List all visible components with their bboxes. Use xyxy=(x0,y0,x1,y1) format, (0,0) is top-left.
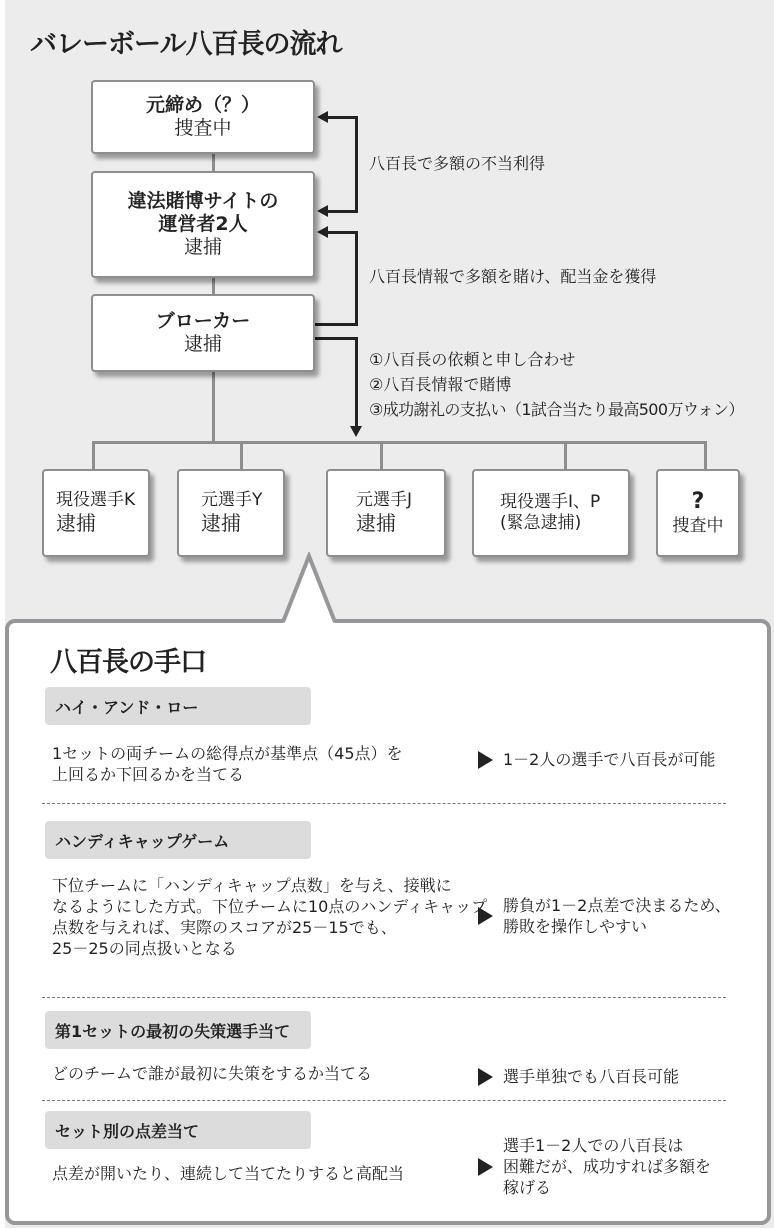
node-player-ip-status: (緊急逮捕) xyxy=(500,513,582,533)
connector-operators-broker xyxy=(212,277,215,295)
money-flow-line-1-vertical xyxy=(355,116,358,213)
divider xyxy=(42,997,726,998)
connector-player-3 xyxy=(380,441,383,469)
method-heading-point-spread: セット別の点差当て xyxy=(45,1111,311,1149)
description-line: 点数を与えれば、実際のスコアが25－15でも、 xyxy=(52,918,397,937)
arrow-left-icon xyxy=(317,205,328,217)
connector-player-1 xyxy=(92,441,95,469)
connector-player-2 xyxy=(240,441,243,469)
description-line: どのチームで誰が最初に失策をするか当てる xyxy=(52,1064,373,1083)
method-description-handicap xyxy=(52,875,487,959)
money-flow-line-2-bottom xyxy=(315,323,358,326)
method-result-handicap xyxy=(478,895,731,937)
node-player-unknown xyxy=(656,469,740,557)
node-operators-name-line2: 運営者2人 xyxy=(158,212,248,235)
note-instruction-2: ②八百長情報で賭博 xyxy=(369,375,512,394)
node-player-unknown-name: ? xyxy=(691,489,705,515)
result-text xyxy=(503,895,731,937)
node-player-y-name: 元選手Y xyxy=(201,490,263,511)
method-description-first-error xyxy=(52,1063,372,1084)
description-line: 25－25の同点扱いとなる xyxy=(52,939,237,958)
connector-horizontal-players xyxy=(92,441,707,444)
result-text xyxy=(503,1135,711,1198)
node-player-j-name: 元選手J xyxy=(356,490,413,511)
node-player-k-status: 逮捕 xyxy=(56,511,96,536)
node-broker-status: 逮捕 xyxy=(183,333,222,355)
arrow-down-icon xyxy=(350,426,362,437)
money-flow-line-1-bottom xyxy=(323,210,358,213)
description-line: なるようにした方式。下位チームに10点のハンディキャップ xyxy=(52,897,488,916)
connector-player-5 xyxy=(704,441,707,469)
node-player-unknown-status: 捜査中 xyxy=(672,516,724,537)
node-player-k-name: 現役選手K xyxy=(56,490,136,511)
note-betting-dividends: 八百長情報で多額を賭け、配当金を獲得 xyxy=(369,267,657,286)
method-result-high-low xyxy=(478,749,715,770)
result-line: 選手1－2人での八百長は xyxy=(503,1136,684,1155)
money-flow-line-1-top xyxy=(323,116,358,119)
node-player-j-status: 逮捕 xyxy=(356,511,396,536)
node-mastermind xyxy=(91,80,315,154)
money-flow-line-2-vertical xyxy=(355,231,358,326)
node-player-y xyxy=(177,469,285,557)
triangle-right-icon xyxy=(478,907,493,925)
method-description-point-spread xyxy=(52,1163,404,1184)
diagram-title: バレーボール八百長の流れ xyxy=(30,29,342,60)
description-line: 点差が開いたり、連続して当てたりすると高配当 xyxy=(52,1164,405,1183)
methods-title: 八百長の手口 xyxy=(50,647,206,678)
result-line: 稼げる xyxy=(503,1178,552,1197)
result-text: 選手単独でも八百長可能 xyxy=(503,1067,680,1086)
money-flow-line-2-top xyxy=(323,231,358,234)
description-line: 上回るか下回るかを当てる xyxy=(52,765,245,784)
result-line: 困難だが、成功すれば多額を xyxy=(503,1157,712,1176)
instruction-line-top xyxy=(315,337,358,340)
node-player-y-status: 逮捕 xyxy=(201,511,241,536)
node-broker xyxy=(91,294,315,372)
description-line: 下位チームに「ハンディキャップ点数」を与え、接戦に xyxy=(52,876,452,895)
node-operators xyxy=(91,171,315,278)
node-mastermind-name: 元締め（？） xyxy=(145,93,260,116)
description-line: 1セットの両チームの総得点が基準点（45点）を xyxy=(52,744,403,763)
node-operators-status: 逮捕 xyxy=(183,236,222,259)
node-player-k xyxy=(42,469,150,557)
note-instruction-3: ③成功謝礼の支払い（1試合当たり最高500万ウォン） xyxy=(369,400,744,419)
note-unjust-profit: 八百長で多額の不当利得 xyxy=(369,154,546,173)
method-description-high-low xyxy=(52,743,403,785)
node-player-ip-name: 現役選手I、P xyxy=(500,492,601,513)
result-line: 勝負が1－2点差で決まるため、 xyxy=(503,896,731,915)
node-mastermind-status: 捜査中 xyxy=(174,117,232,139)
instruction-line-vertical xyxy=(355,337,358,427)
triangle-right-icon xyxy=(478,751,493,769)
connector-mastermind-operators xyxy=(212,153,215,171)
note-instruction-1: ①八百長の依頼と申し合わせ xyxy=(369,350,576,369)
method-result-first-error xyxy=(478,1066,679,1087)
method-heading-first-error: 第1セットの最初の失策選手当て xyxy=(45,1011,311,1049)
result-line: 勝敗を操作しやすい xyxy=(503,917,648,936)
divider xyxy=(42,803,726,804)
arrow-left-icon xyxy=(317,111,328,123)
node-operators-name-line1: 違法賭博サイトの xyxy=(127,189,279,212)
node-player-j xyxy=(326,469,446,557)
arrow-left-icon xyxy=(317,226,328,238)
node-broker-name: ブローカー xyxy=(155,309,251,332)
connector-player-4 xyxy=(564,441,567,469)
method-heading-high-low: ハイ・アンド・ロー xyxy=(45,687,311,725)
callout-pointer xyxy=(282,552,336,624)
divider xyxy=(42,1100,726,1101)
method-result-point-spread xyxy=(478,1135,711,1198)
node-player-ip xyxy=(472,469,630,557)
method-heading-handicap: ハンディキャップゲーム xyxy=(45,821,311,859)
connector-broker-down xyxy=(212,371,215,443)
triangle-right-icon xyxy=(478,1158,493,1176)
triangle-right-icon xyxy=(478,1068,493,1086)
result-text: 1－2人の選手で八百長が可能 xyxy=(503,750,716,769)
